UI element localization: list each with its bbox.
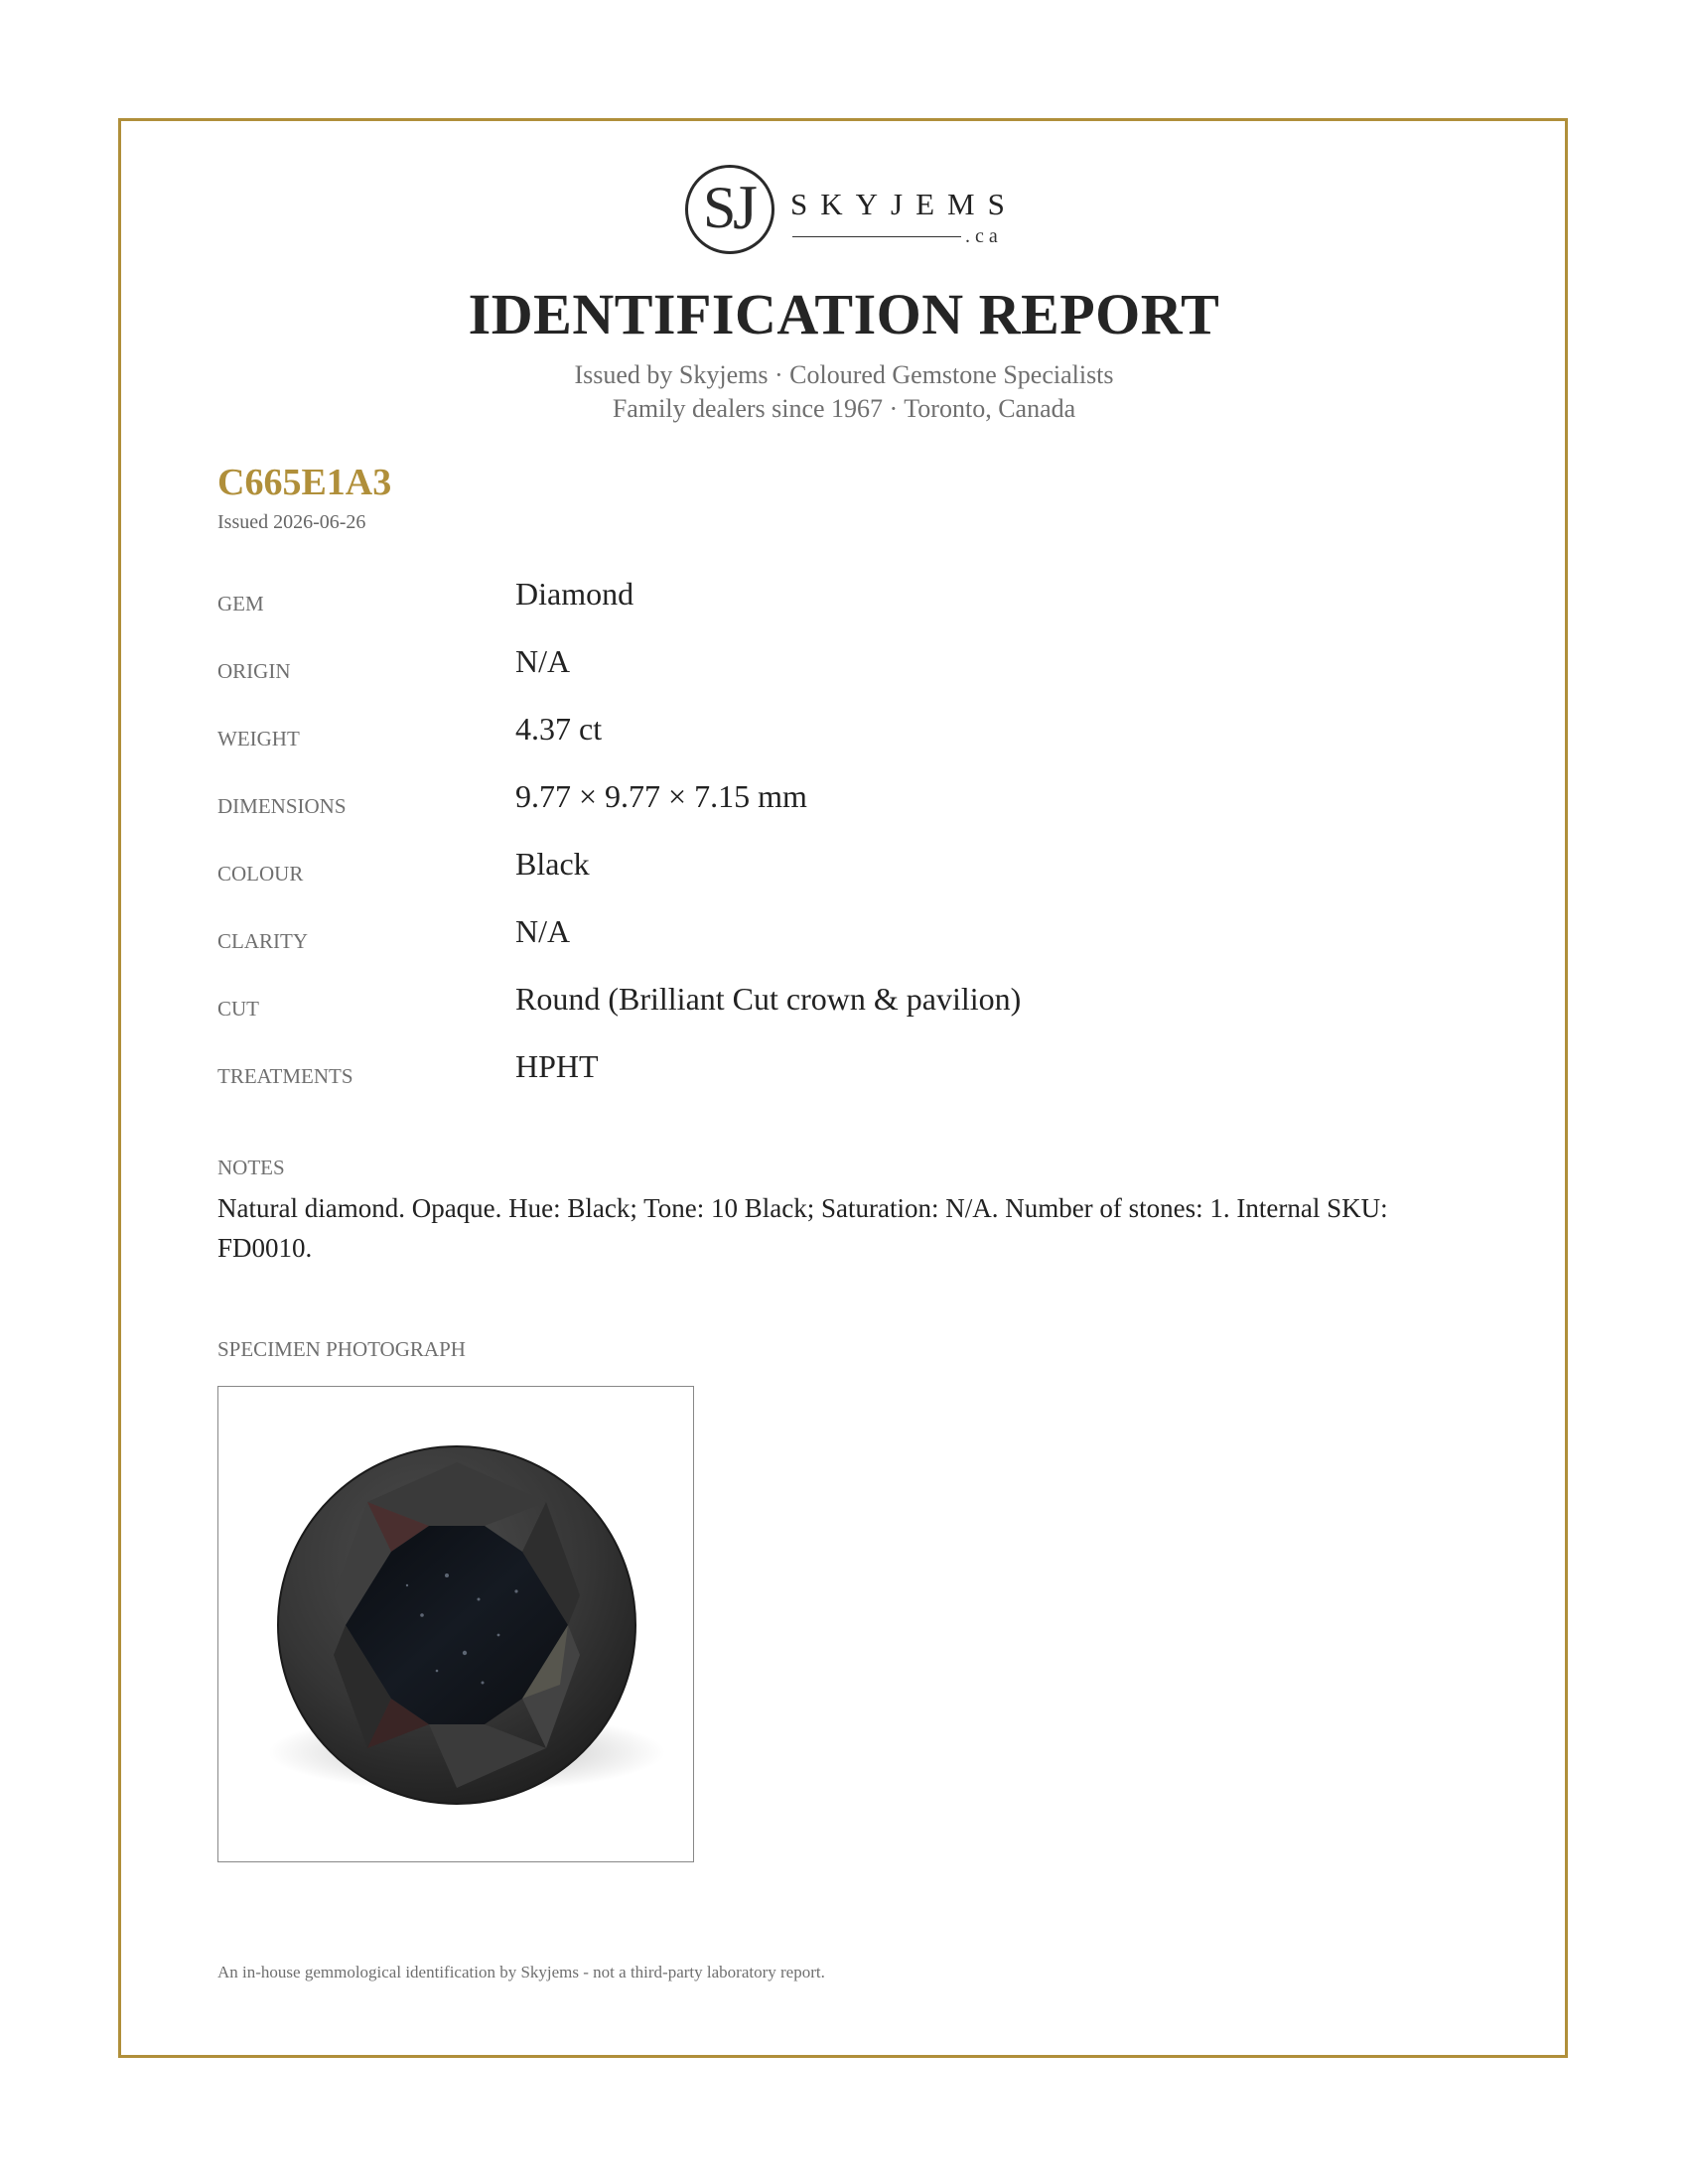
notes-label: NOTES: [217, 1156, 285, 1179]
skyjems-logo: [685, 165, 1018, 264]
field-value: Diamond: [515, 576, 634, 612]
field-row-cut: [217, 981, 1449, 1030]
dealer-subtitle: Family dealers since 1967 · Toronto, Canada: [612, 394, 1076, 423]
field-value: Round (Brilliant Cut crown & pavilion): [515, 981, 1022, 1017]
specimen-photograph: [217, 1386, 694, 1862]
brand-domain-suffix: .ca: [965, 225, 1003, 247]
field-row-colour: [217, 846, 1449, 895]
field-row-dimensions: [217, 778, 1449, 828]
field-label: CUT: [217, 997, 259, 1021]
field-label: ORIGIN: [217, 659, 291, 683]
sj-monogram-emblem: S J: [685, 165, 774, 254]
field-label: COLOUR: [217, 862, 304, 886]
report-title: IDENTIFICATION REPORT: [468, 282, 1220, 346]
field-value: HPHT: [515, 1048, 599, 1084]
field-label: TREATMENTS: [217, 1064, 353, 1088]
field-row-clarity: [217, 913, 1449, 963]
report-id: C665E1A3: [217, 462, 392, 503]
specimen-photo-label: SPECIMEN PHOTOGRAPH: [217, 1337, 466, 1361]
notes-text: Natural diamond. Opaque. Hue: Black; Tone: 10 Black; Saturation: N/A. Number of stones: 1. Internal SKU: FD0010.: [217, 1193, 1388, 1263]
field-row-weight: [217, 711, 1449, 760]
field-value: Black: [515, 846, 590, 882]
field-label: WEIGHT: [217, 727, 300, 751]
field-label: GEM: [217, 592, 264, 615]
footer-disclaimer: An in-house gemmological identification by Skyjems - not a third-party laboratory report.: [217, 1963, 825, 1981]
field-value: N/A: [515, 643, 571, 679]
field-value: 9.77 × 9.77 × 7.15 mm: [515, 778, 807, 814]
field-row-gem: [217, 576, 1449, 625]
brand-name: SKYJEMS: [790, 187, 1018, 221]
issuer-subtitle: Issued by Skyjems · Coloured Gemstone Specialists: [574, 360, 1114, 389]
field-value: N/A: [515, 913, 571, 949]
field-label: CLARITY: [217, 929, 308, 953]
field-row-treatments: [217, 1048, 1449, 1098]
black-diamond-image: [218, 1387, 694, 1862]
issue-date: Issued 2026-06-26: [217, 511, 366, 533]
field-label: DIMENSIONS: [217, 794, 347, 818]
field-value: 4.37 ct: [515, 711, 603, 747]
logo-underline: [792, 236, 961, 237]
field-row-origin: [217, 643, 1449, 693]
